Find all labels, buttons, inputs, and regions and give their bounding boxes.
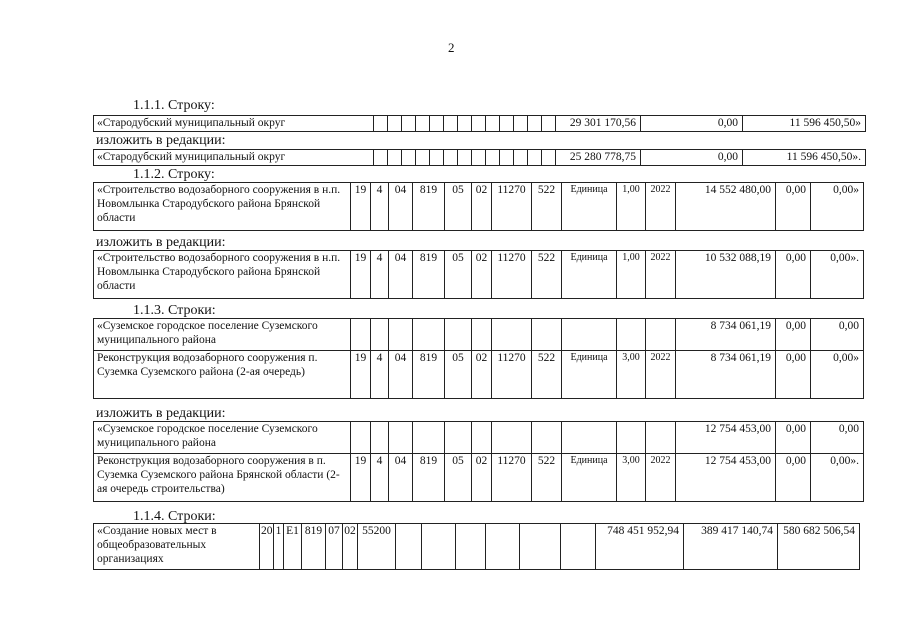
empty-cell (528, 116, 542, 132)
empty-cell (371, 319, 389, 351)
row-name: «Суземское городское поселение Суземского муниципального района (94, 319, 351, 351)
empty-cell (646, 319, 676, 351)
empty-cell (500, 150, 514, 166)
table-row (94, 183, 864, 231)
table-cell: 522 (532, 251, 562, 299)
table-row (94, 454, 864, 502)
amount-2: 0,00 (776, 351, 811, 399)
table-cell: 2022 (646, 251, 676, 299)
amount-1: 12 754 453,00 (676, 422, 776, 454)
table-cell: 04 (389, 183, 413, 231)
amount-3: 580 682 506,54 (778, 524, 860, 570)
table-cell: 522 (532, 183, 562, 231)
empty-cell (532, 422, 562, 454)
amount-2: 0,00 (776, 183, 811, 231)
table-cell: 819 (413, 351, 445, 399)
replace-note: изложить в редакции: (96, 133, 226, 148)
table-cell: 1,00 (617, 251, 646, 299)
empty-cell (542, 116, 556, 132)
table-cell: Единица (562, 183, 617, 231)
amount-1: 748 451 952,94 (596, 524, 684, 570)
empty-cell (458, 150, 472, 166)
empty-cell (472, 319, 492, 351)
table-1-1-2-old (93, 182, 864, 231)
empty-cell (528, 150, 542, 166)
table-1-1-4 (93, 523, 860, 570)
table-cell: E1 (284, 524, 302, 570)
empty-cell (562, 422, 617, 454)
table-cell: 11270 (492, 183, 532, 231)
table-cell: 3,00 (617, 351, 646, 399)
table-cell: 4 (371, 454, 389, 502)
empty-cell (416, 116, 430, 132)
amount-1: 8 734 061,19 (676, 351, 776, 399)
page-number: 2 (448, 40, 455, 55)
table-cell: 05 (445, 183, 472, 231)
row-name: «Стародубский муниципальный округ (94, 150, 374, 166)
table-cell: Единица (562, 351, 617, 399)
row-name: «Создание новых мест в общеобразовательных организациях (94, 524, 260, 570)
empty-cell (486, 150, 500, 166)
empty-cell (562, 319, 617, 351)
table-cell: 19 (351, 183, 371, 231)
table-cell: 4 (371, 183, 389, 231)
table-row (94, 116, 866, 132)
empty-cell (492, 319, 532, 351)
table-cell: Единица (562, 251, 617, 299)
empty-cell (486, 524, 520, 570)
table-cell: 819 (413, 183, 445, 231)
table-row (94, 251, 864, 299)
table-cell: 819 (302, 524, 326, 570)
empty-cell (444, 150, 458, 166)
table-cell: 2022 (646, 454, 676, 502)
section-heading-1-1-3: 1.1.3. Строки: (133, 303, 216, 318)
empty-cell (371, 422, 389, 454)
empty-cell (389, 319, 413, 351)
empty-cell (444, 116, 458, 132)
replace-note: изложить в редакции: (96, 235, 226, 250)
empty-cell (430, 150, 444, 166)
table-cell: 522 (532, 454, 562, 502)
empty-cell (396, 524, 422, 570)
empty-cell (389, 422, 413, 454)
amount-2: 0,00 (776, 251, 811, 299)
amount-2: 0,00 (776, 422, 811, 454)
table-row (94, 351, 864, 399)
table-cell: Единица (562, 454, 617, 502)
empty-cell (520, 524, 561, 570)
amount-3: 11 596 450,50» (743, 116, 866, 132)
section-heading-1-1-1: 1.1.1. Строку: (133, 98, 215, 113)
amount-1: 10 532 088,19 (676, 251, 776, 299)
empty-cell (617, 422, 646, 454)
amount-2: 0,00 (641, 116, 743, 132)
empty-cell (413, 422, 445, 454)
empty-cell (514, 150, 528, 166)
table-cell: 522 (532, 351, 562, 399)
table-cell: 11270 (492, 454, 532, 502)
table-cell: 04 (389, 351, 413, 399)
row-name: Реконструкция водозаборного сооружения п. Суземка Суземского района (2-ая очередь) (94, 351, 351, 399)
amount-1: 12 754 453,00 (676, 454, 776, 502)
empty-cell (500, 116, 514, 132)
table-cell: 19 (351, 351, 371, 399)
amount-3: 0,00» (811, 183, 864, 231)
amount-3: 0,00» (811, 351, 864, 399)
table-cell: 4 (371, 251, 389, 299)
table-1-1-1-old (93, 115, 866, 132)
table-cell: 07 (326, 524, 343, 570)
empty-cell (402, 116, 416, 132)
amount-1: 8 734 061,19 (676, 319, 776, 351)
table-cell: 19 (351, 251, 371, 299)
table-cell: 20 (260, 524, 274, 570)
empty-cell (445, 422, 472, 454)
row-name: «Суземское городское поселение Суземского муниципального района (94, 422, 351, 454)
empty-cell (456, 524, 486, 570)
empty-cell (388, 116, 402, 132)
amount-1: 14 552 480,00 (676, 183, 776, 231)
table-cell: 02 (472, 351, 492, 399)
empty-cell (422, 524, 456, 570)
empty-cell (486, 116, 500, 132)
row-name: Реконструкция водозаборного сооружения в п. Суземка Суземского района Брянской области (2-ая очередь строительства) (94, 454, 351, 502)
amount-2: 0,00 (776, 319, 811, 351)
table-cell: 05 (445, 251, 472, 299)
table-cell: 02 (472, 454, 492, 502)
empty-cell (472, 422, 492, 454)
table-row (94, 524, 860, 570)
empty-cell (430, 116, 444, 132)
amount-3: 0,00». (811, 454, 864, 502)
replace-note: изложить в редакции: (96, 406, 226, 421)
empty-cell (413, 319, 445, 351)
empty-cell (561, 524, 596, 570)
table-cell: 819 (413, 251, 445, 299)
row-name: «Строительство водозаборного сооружения в н.п. Новомлынка Стародубского района Брянской области (94, 251, 351, 299)
empty-cell (388, 150, 402, 166)
table-cell: 3,00 (617, 454, 646, 502)
table-cell: 05 (445, 454, 472, 502)
table-cell: 02 (343, 524, 358, 570)
empty-cell (402, 150, 416, 166)
section-heading-1-1-4: 1.1.4. Строки: (133, 509, 216, 524)
table-cell: 11270 (492, 351, 532, 399)
empty-cell (617, 319, 646, 351)
empty-cell (646, 422, 676, 454)
empty-cell (472, 150, 486, 166)
table-1-1-2-new (93, 250, 864, 299)
empty-cell (351, 422, 371, 454)
table-cell: 2022 (646, 183, 676, 231)
empty-cell (458, 116, 472, 132)
table-cell: 1,00 (617, 183, 646, 231)
amount-2: 0,00 (776, 454, 811, 502)
table-1-1-1-new (93, 149, 866, 166)
table-cell: 19 (351, 454, 371, 502)
section-heading-1-1-2: 1.1.2. Строку: (133, 167, 215, 182)
table-row (94, 319, 864, 351)
amount-3: 11 596 450,50». (743, 150, 866, 166)
empty-cell (416, 150, 430, 166)
amount-1: 29 301 170,56 (556, 116, 641, 132)
row-name: «Стародубский муниципальный округ (94, 116, 374, 132)
table-row (94, 422, 864, 454)
amount-2: 389 417 140,74 (684, 524, 778, 570)
table-cell: 02 (472, 251, 492, 299)
empty-cell (351, 319, 371, 351)
amount-3: 0,00». (811, 251, 864, 299)
table-cell: 819 (413, 454, 445, 502)
table-cell: 02 (472, 183, 492, 231)
table-cell: 05 (445, 351, 472, 399)
table-cell: 55200 (358, 524, 396, 570)
table-cell: 04 (389, 454, 413, 502)
table-row (94, 150, 866, 166)
table-cell: 2022 (646, 351, 676, 399)
empty-cell (445, 319, 472, 351)
empty-cell (492, 422, 532, 454)
table-cell: 1 (274, 524, 284, 570)
empty-cell (472, 116, 486, 132)
table-1-1-3-new (93, 421, 864, 502)
amount-3: 0,00 (811, 422, 864, 454)
empty-cell (542, 150, 556, 166)
table-cell: 11270 (492, 251, 532, 299)
table-cell: 4 (371, 351, 389, 399)
table-1-1-3-old (93, 318, 864, 399)
empty-cell (374, 116, 388, 132)
amount-1: 25 280 778,75 (556, 150, 641, 166)
row-name: «Строительство водозаборного сооружения в н.п. Новомлынка Стародубского района Брянской области (94, 183, 351, 231)
empty-cell (374, 150, 388, 166)
empty-cell (532, 319, 562, 351)
amount-2: 0,00 (641, 150, 743, 166)
table-cell: 04 (389, 251, 413, 299)
empty-cell (514, 116, 528, 132)
amount-3: 0,00 (811, 319, 864, 351)
